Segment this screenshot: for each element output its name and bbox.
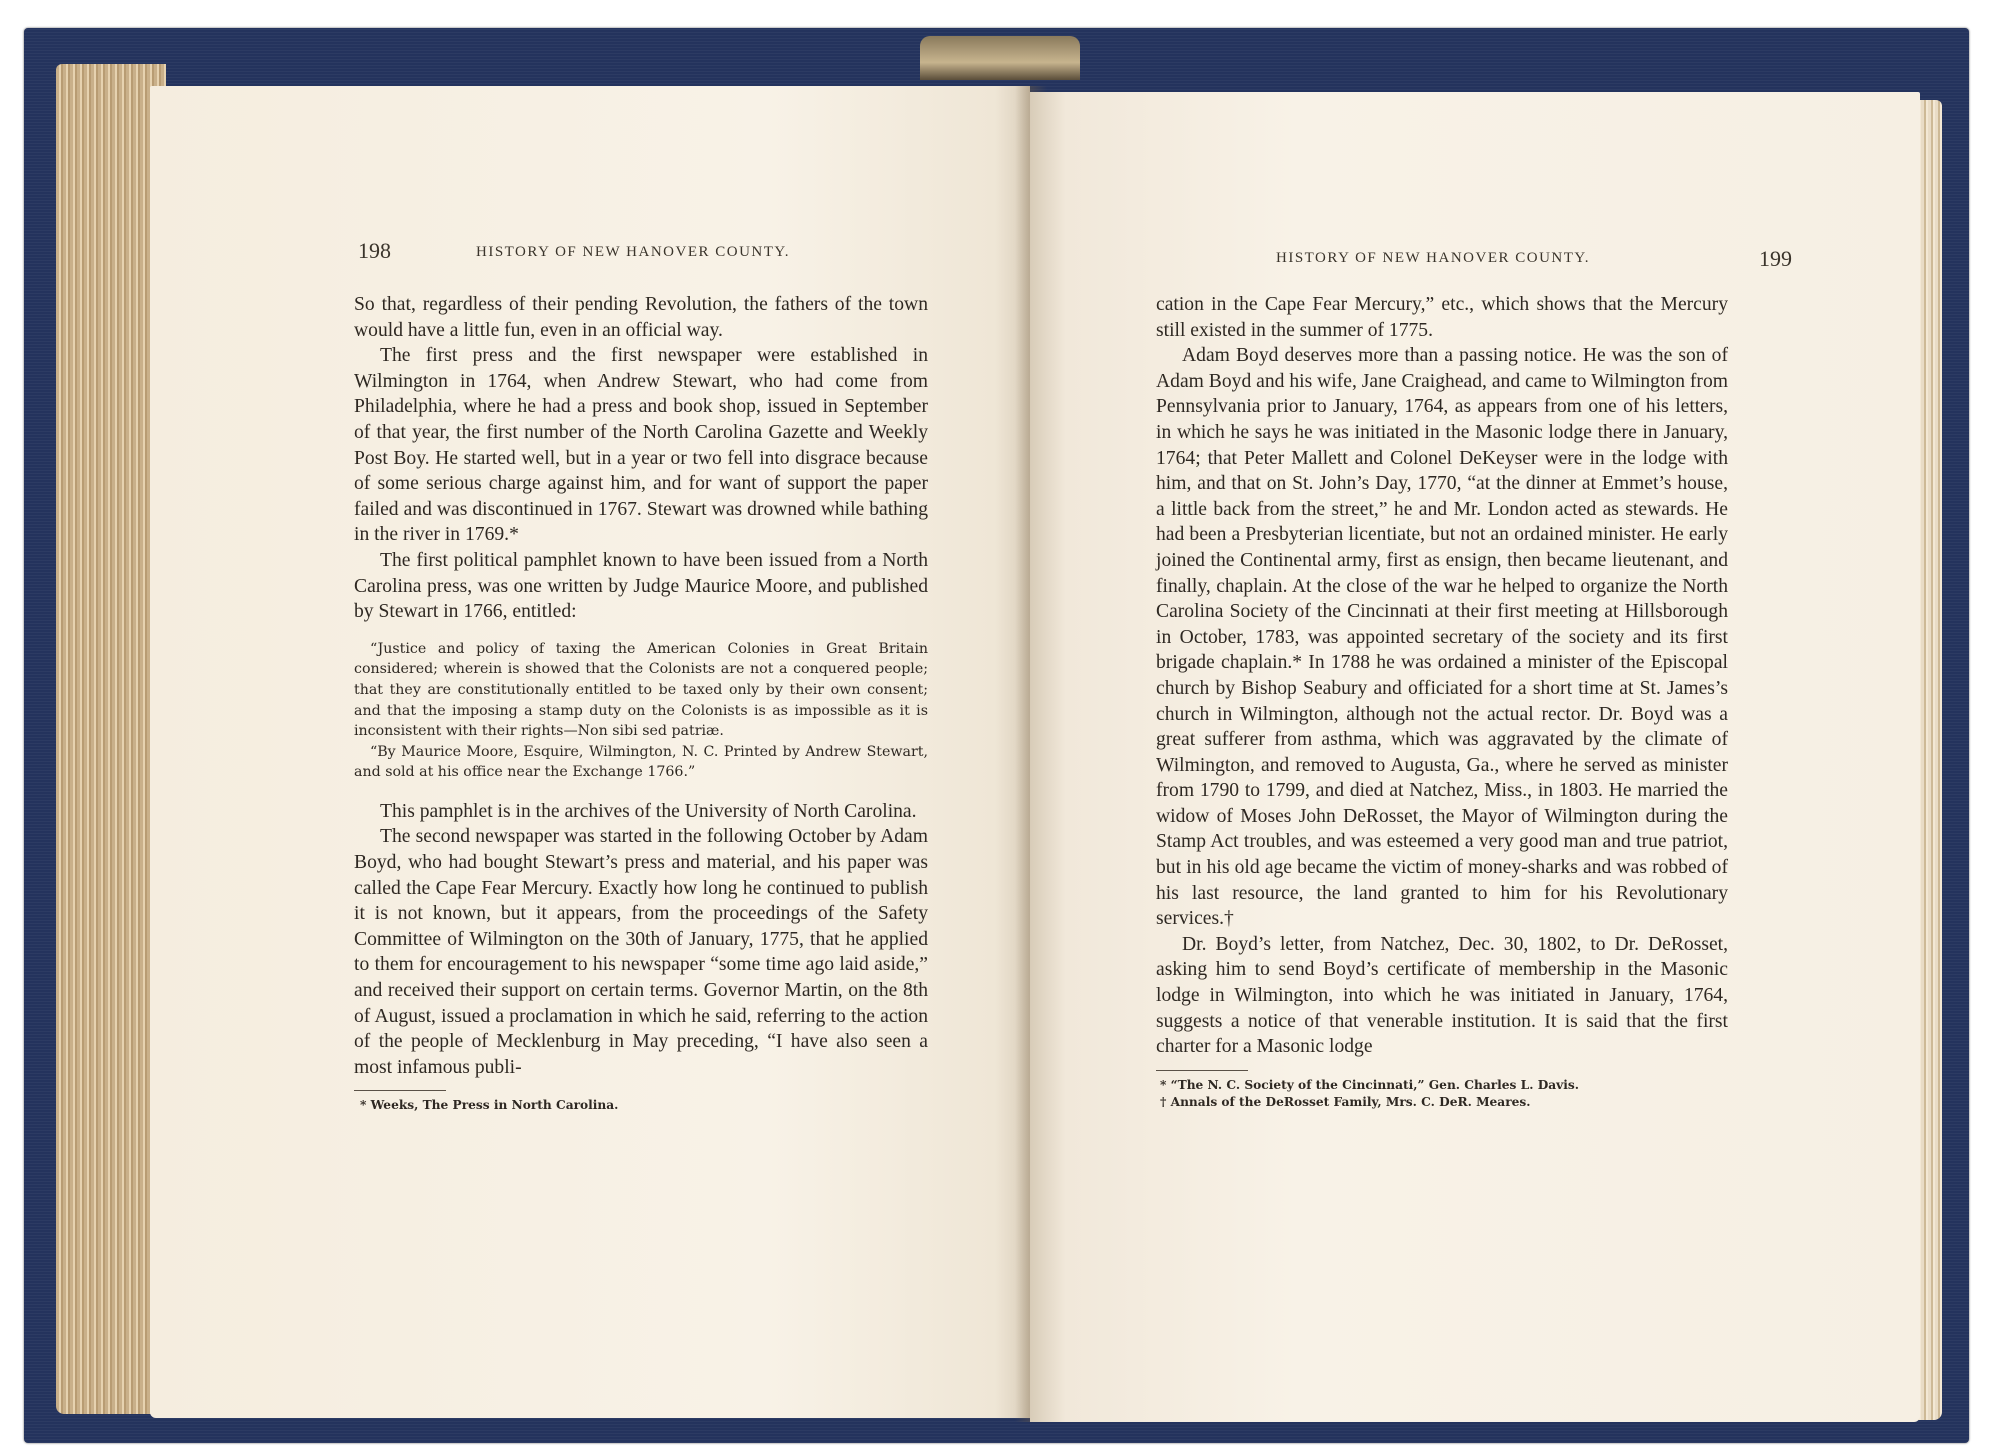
left-page xyxy=(150,86,1030,1418)
right-page-number: 199 xyxy=(1759,246,1792,271)
right-running-header xyxy=(1276,246,1792,280)
left-paragraph-5: The second newspaper was started in the following October by Adam Boyd, who had bought Stewart’s press and material, and his paper was called the Cape Fear Mercury. Exactly how long he continued to publish it is not known, but it appears, from the proceedings of the Safety Committee of Wilmington on the 30th of January, 1775, that he applied to them for encouragement to his newspaper “some time ago laid aside,” and received their support on certain terms. Governor Martin, on the 8th of August, issued a proclamation in which he said, referring to the action of the people of Mecklenburg in May preceding, “I have also seen a most infamous publi- xyxy=(354,826,928,1078)
right-paragraph-1: cation in the Cape Fear Mercury,” etc., which shows that the Mercury still existed in the summer of 1775. xyxy=(1156,294,1728,341)
left-body xyxy=(354,292,928,1114)
right-footnote-1: * “The N. C. Society of the Cincinnati,” Gen. Charles L. Davis. xyxy=(1160,1077,1579,1092)
left-running-header xyxy=(358,238,968,274)
right-footnote-rule xyxy=(1156,1070,1248,1071)
left-footnote: * Weeks, The Press in North Carolina. xyxy=(360,1098,619,1113)
book-spine xyxy=(920,36,1080,80)
left-footnote-rule xyxy=(354,1090,446,1091)
pamphlet-title-quote xyxy=(354,639,928,783)
quote-line-1: “Justice and policy of taxing the American Colonies in Great Britain considered; wherein is showed that the Colonists are not a conquered people; that they are constitutionally entitled to be taxed only by their own consent; and that the imposing a stamp duty on the Colonists is as impossible as it is inconsistent with their rights—Non sibi sed patriæ. xyxy=(354,640,928,740)
left-paragraph-4: This pamphlet is in the archives of the University of North Carolina. xyxy=(380,800,917,822)
left-paragraph-2: The first press and the first newspaper were established in Wilmington in 1764, when Andrew Stewart, who had come from Philadelphia, where he had a press and book shop, issued in September of that year, the first number of the North Carolina Gazette and Weekly Post Boy. He started well, but in a year or two fell into disgrace because of some serious charge against him, and for want of support the paper failed and was discontinued in 1767. Stewart was drowned while bathing in the river in 1769.* xyxy=(354,345,928,546)
right-paragraph-3: Dr. Boyd’s letter, from Natchez, Dec. 30, 1802, to Dr. DeRosset, asking him to send Boyd’s certificate of membership in the Masonic lodge in Wilmington, into which he was initiated in January, 1764, suggests a notice of that venerable institution. It is said that the first charter for a Masonic lodge xyxy=(1156,933,1728,1058)
right-body xyxy=(1156,292,1728,1111)
left-page-number: 198 xyxy=(358,238,391,263)
right-page xyxy=(1030,92,1920,1422)
right-footnote-2: † Annals of the DeRosset Family, Mrs. C. DeR. Meares. xyxy=(1160,1094,1531,1109)
quote-line-2: “By Maurice Moore, Esquire, Wilmington, N. C. Printed by Andrew Stewart, and sold at his office near the Exchange 1766.” xyxy=(354,743,928,781)
right-running-head: HISTORY OF NEW HANOVER COUNTY. xyxy=(1276,250,1591,266)
right-paragraph-2: Adam Boyd deserves more than a passing notice. He was the son of Adam Boyd and his wife, Jane Craighead, and came to Wilmington from Pennsylvania prior to January, 1764, as appears from one of his letters, in which he says he was initiated in the Masonic lodge there in January, 1764; that Peter Mallett and Colonel DeKeyser were in the lodge with him, and that on St. John’s Day, 1770, “at the dinner at Emmet’s house, a little back from the street,” he and Mr. London acted as stewards. He had been a Presbyterian licentiate, but not an ordained minister. He early joined the Continental army, first as ensign, then became lieutenant, and finally, chaplain. At the close of the war he helped to organize the North Carolina Society of the Cincinnati at their first meeting at Hillsborough in October, 1783, was appointed secretary of the society and its first brigade chaplain.* In 1788 he was ordained a minister of the Episcopal church by Bishop Seabury and officiated for a short time at St. James’s church in Wilmington, although not the actual rector. Dr. Boyd was a great sufferer from asthma, which was aggravated by the climate of Wilmington, and removed to Augusta, Ga., where he served as minister from 1790 to 1799, and died at Natchez, Miss., in 1803. He married the widow of Moses John DeRosset, the Mayor of Wilmington during the Stamp Act troubles, and was esteemed a very good man and true patriot, but in his old age became the victim of money-sharks and was robbed of his last resource, the land granted to him for his Revolutionary services.† xyxy=(1156,345,1728,930)
left-running-head: HISTORY OF NEW HANOVER COUNTY. xyxy=(476,244,791,260)
left-paragraph-1: So that, regardless of their pending Revolution, the fathers of the town would have a little fun, even in an official way. xyxy=(354,294,928,341)
left-paragraph-3: The first political pamphlet known to have been issued from a North Carolina press, was one written by Judge Maurice Moore, and published by Stewart in 1766, entitled: xyxy=(354,549,928,623)
